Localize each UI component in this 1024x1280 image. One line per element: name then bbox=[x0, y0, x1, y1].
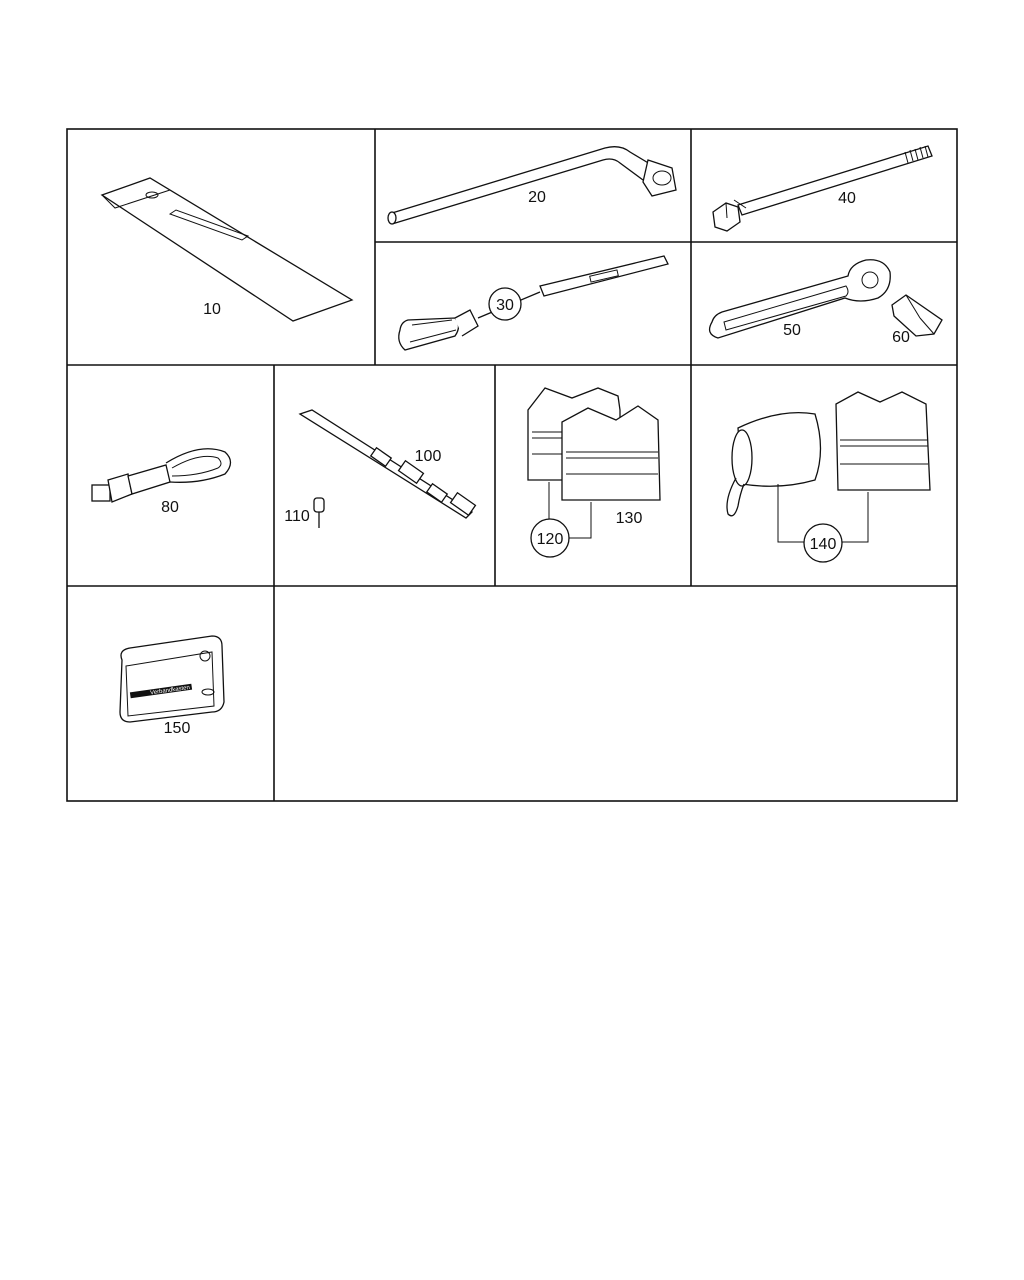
ref-label-100: 100 bbox=[414, 448, 442, 465]
ref-label-120: 120 bbox=[536, 531, 564, 548]
ref-label-10: 10 bbox=[203, 301, 221, 318]
ref-label-130: 130 bbox=[615, 510, 643, 527]
part-80-towing-eye bbox=[92, 449, 231, 516]
part-20-wheel-wrench bbox=[388, 147, 676, 224]
part-60-adapter bbox=[892, 295, 942, 346]
part-100-strap bbox=[300, 410, 475, 518]
ref-label-140: 140 bbox=[809, 536, 837, 553]
part-150-first-aid-kit bbox=[120, 636, 224, 737]
ref-label-110: 110 bbox=[284, 508, 310, 525]
ref-label-80: 80 bbox=[161, 499, 179, 516]
part-10-tool-pouch bbox=[102, 178, 352, 321]
part-110-clip bbox=[284, 498, 324, 528]
ref-label-50: 50 bbox=[783, 322, 801, 339]
part-120-130-warning-vests bbox=[528, 388, 660, 557]
ref-label-150: 150 bbox=[163, 720, 191, 737]
ref-label-40: 40 bbox=[838, 190, 856, 207]
ref-label-20: 20 bbox=[528, 189, 546, 206]
ref-label-30: 30 bbox=[496, 297, 514, 314]
part-140-vest-kit bbox=[727, 392, 930, 562]
booklet-brand-text: Verbandkasten bbox=[149, 684, 191, 697]
part-50-ratchet-handle bbox=[710, 260, 891, 339]
part-40-long-bolt bbox=[713, 146, 932, 231]
ref-label-60: 60 bbox=[892, 329, 910, 346]
part-30-screwdriver bbox=[399, 256, 668, 350]
